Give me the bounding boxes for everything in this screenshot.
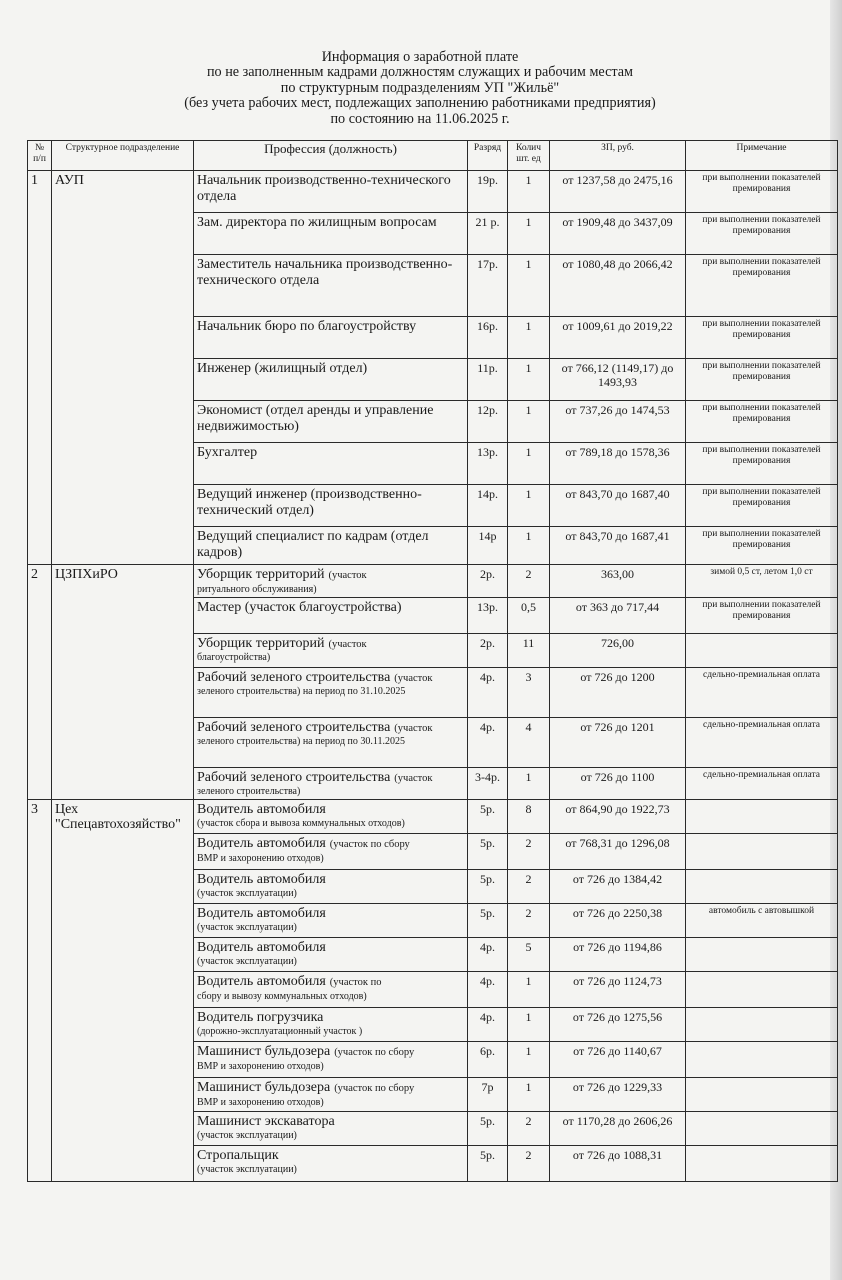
profession-cell [194,1008,468,1042]
salary-cell: от 726 до 2250,38 [550,904,686,938]
note-cell: зимой 0,5 ст, летом 1,0 ст [686,565,838,598]
profession-title: Начальник бюро по благоустройству [197,319,417,334]
salary-cell: от 1080,48 до 2066,42 [550,255,686,317]
note-cell [686,938,838,972]
grade-cell: 2р. [468,633,508,667]
grade-cell: 12р. [468,401,508,443]
quantity-cell: 2 [508,870,550,904]
quantity-cell: 2 [508,1146,550,1182]
profession-title: Водитель автомобиля [197,940,326,955]
grade-cell: 16р. [468,317,508,359]
quantity-cell: 1 [508,1078,550,1112]
quantity-cell: 1 [508,1042,550,1078]
salary-cell: от 726 до 1201 [550,717,686,767]
profession-title: Водитель автомобиля [197,872,326,887]
table-row [28,800,838,834]
profession-cell [194,171,468,213]
salary-cell: от 726 до 1194,86 [550,938,686,972]
salary-cell: от 726 до 1275,56 [550,1008,686,1042]
note-cell: сдельно-премиальная оплата [686,717,838,767]
col-header-profession: Профессия (должность) [194,141,468,171]
section-unit-name: Цех "Спецавтохозяйство" [52,800,194,1182]
salary-cell: от 726 до 1384,42 [550,870,686,904]
heading-line-3: по структурным подразделениям УП "Жильё" [280,79,560,96]
grade-cell: 14р [468,527,508,565]
heading-line-2: по не заполненным кадрами должностям служащих и рабочим местам [206,64,634,81]
profession-subtitle-inline: (участок по сбору [334,1047,415,1058]
grade-cell: 11р. [468,359,508,401]
profession-cell [194,1078,468,1112]
profession-title: Мастер (участок благоустройства) [197,599,402,615]
section-number: 1 [28,171,52,565]
profession-subtitle-inline: (участок [394,772,433,784]
profession-cell [194,213,468,255]
profession-subtitle: ВМР и захоронению отходов) [197,1096,324,1108]
profession-subtitle-inline: (участок [328,638,367,650]
quantity-cell: 3 [508,667,550,717]
profession-cell [194,938,468,972]
col-header-qty: Колич шт. ед [508,141,550,171]
salary-cell: от 768,31 до 1296,08 [550,834,686,870]
note-cell [686,1078,838,1112]
grade-cell: 4р. [468,717,508,767]
profession-title: Ведущий специалист по кадрам (отдел кадров) [197,529,429,560]
profession-subtitle-inline: (участок [394,672,433,684]
profession-cell [194,667,468,717]
col-header-grade: Разряд [468,141,508,171]
grade-cell: 5р. [468,800,508,834]
profession-subtitle: ВМР и захоронению отходов) [197,852,324,864]
grade-cell: 5р. [468,1112,508,1146]
quantity-cell: 11 [508,633,550,667]
grade-cell: 4р. [468,1008,508,1042]
salary-cell: от 843,70 до 1687,40 [550,485,686,527]
salary-cell: от 726 до 1200 [550,667,686,717]
grade-cell: 17р. [468,255,508,317]
quantity-cell: 1 [508,359,550,401]
note-cell: при выполнении показателей премирования [686,443,838,485]
note-cell: при выполнении показателей премирования [686,171,838,213]
profession-subtitle: (участок сбора и вывоза коммунальных отходов) [197,817,405,829]
profession-subtitle: сбору и вывозу коммунальных отходов) [197,990,367,1002]
note-cell: сдельно-премиальная оплата [686,667,838,717]
note-cell: при выполнении показателей премирования [686,597,838,633]
grade-cell: 5р. [468,870,508,904]
col-header-salary: ЗП, руб. [550,141,686,171]
note-cell [686,972,838,1008]
note-cell: при выполнении показателей премирования [686,317,838,359]
note-cell: при выполнении показателей премирования [686,255,838,317]
profession-cell [194,904,468,938]
profession-subtitle: (участок эксплуатации) [197,887,297,899]
grade-cell: 7р [468,1078,508,1112]
salary-cell: от 1237,58 до 2475,16 [550,171,686,213]
table-header-row [28,141,838,171]
profession-cell [194,800,468,834]
salary-cell: от 1009,61 до 2019,22 [550,317,686,359]
profession-title: Машинист бульдозера [197,1080,331,1095]
salary-cell: от 363 до 717,44 [550,597,686,633]
section-unit-name: ЦЗПХиРО [52,565,194,800]
quantity-cell: 1 [508,171,550,213]
quantity-cell: 1 [508,1008,550,1042]
profession-title: Водитель автомобиля [197,906,326,921]
profession-subtitle-inline: (участок по [329,977,382,988]
profession-subtitle: (участок эксплуатации) [197,921,297,933]
profession-subtitle: благоустройства) [197,652,271,663]
salary-cell: от 737,26 до 1474,53 [550,401,686,443]
profession-title: Машинист экскаватора [197,1114,335,1129]
note-cell: сдельно-премиальная оплата [686,767,838,800]
quantity-cell: 1 [508,213,550,255]
quantity-cell: 1 [508,485,550,527]
profession-cell [194,317,468,359]
salary-cell: 363,00 [550,565,686,598]
profession-cell [194,255,468,317]
note-cell [686,1008,838,1042]
quantity-cell: 1 [508,255,550,317]
note-cell: при выполнении показателей премирования [686,401,838,443]
profession-cell [194,1112,468,1146]
salary-cell: от 726 до 1100 [550,767,686,800]
profession-cell [194,870,468,904]
grade-cell: 2р. [468,565,508,598]
quantity-cell: 1 [508,767,550,800]
profession-subtitle: (участок эксплуатации) [197,1163,297,1175]
note-cell [686,1112,838,1146]
profession-title: Водитель погрузчика [197,1010,324,1025]
profession-subtitle: (дорожно-эксплуатационный участок ) [197,1025,363,1037]
heading-line-5: по состоянию на 11.06.2025 г. [330,110,510,127]
profession-subtitle: (участок эксплуатации) [197,1129,297,1141]
profession-title: Стропальщик [197,1148,279,1163]
profession-subtitle: зеленого строительства) на период по 31.10.2025 [197,686,406,697]
profession-cell [194,767,468,800]
profession-title: Инженер (жилищный отдел) [197,361,368,376]
heading-line-4: (без учета рабочих мест, подлежащих заполнению работниками предприятия) [184,95,656,112]
profession-subtitle-inline: (участок по сбору [329,839,410,850]
profession-subtitle: зеленого строительства) [197,786,301,797]
grade-cell: 5р. [468,1146,508,1182]
section-unit-name: АУП [52,171,194,565]
profession-cell [194,565,468,598]
quantity-cell: 1 [508,443,550,485]
profession-cell [194,717,468,767]
note-cell: при выполнении показателей премирования [686,485,838,527]
note-cell: при выполнении показателей премирования [686,213,838,255]
profession-title: Заместитель начальника производственно-технического отдела [197,257,453,288]
profession-title: Экономист (отдел аренды и управление недвижимостью) [197,403,434,434]
document-heading [20,50,820,127]
profession-cell [194,485,468,527]
profession-subtitle-inline: (участок [328,570,367,581]
profession-title: Уборщик территорий [197,567,325,582]
salary-cell: от 766,12 (1149,17) до 1493,93 [550,359,686,401]
salary-table [27,140,838,1182]
note-cell [686,633,838,667]
note-cell [686,834,838,870]
grade-cell: 4р. [468,667,508,717]
profession-cell [194,597,468,633]
profession-cell [194,401,468,443]
note-cell: автомобиль с автовышкой [686,904,838,938]
profession-title: Водитель автомобиля [197,836,326,851]
quantity-cell: 1 [508,972,550,1008]
profession-subtitle: (участок эксплуатации) [197,955,297,967]
salary-cell: от 726 до 1140,67 [550,1042,686,1078]
profession-title: Водитель автомобиля [197,974,326,989]
grade-cell: 5р. [468,904,508,938]
profession-subtitle-inline: (участок [394,722,433,734]
note-cell [686,800,838,834]
salary-cell: от 726 до 1229,33 [550,1078,686,1112]
quantity-cell: 2 [508,834,550,870]
salary-cell: от 726 до 1088,31 [550,1146,686,1182]
quantity-cell: 0,5 [508,597,550,633]
grade-cell: 5р. [468,834,508,870]
quantity-cell: 2 [508,1112,550,1146]
section-number: 2 [28,565,52,800]
profession-cell [194,1042,468,1078]
quantity-cell: 1 [508,317,550,359]
profession-title: Бухгалтер [197,445,258,460]
note-cell [686,1042,838,1078]
salary-cell: 726,00 [550,633,686,667]
salary-cell: от 789,18 до 1578,36 [550,443,686,485]
grade-cell: 6р. [468,1042,508,1078]
heading-line-1: Информация о заработной плате [321,49,519,65]
section-number: 3 [28,800,52,1182]
salary-cell: от 864,90 до 1922,73 [550,800,686,834]
col-header-num: № п/п [28,141,52,171]
quantity-cell: 1 [508,527,550,565]
col-header-note: Примечание [686,141,838,171]
note-cell [686,1146,838,1182]
profession-cell [194,834,468,870]
table-row [28,565,838,598]
grade-cell: 3-4р. [468,767,508,800]
note-cell: при выполнении показателей премирования [686,359,838,401]
profession-title: Водитель автомобиля [197,802,326,817]
grade-cell: 14р. [468,485,508,527]
profession-title: Рабочий зеленого строительства [197,719,391,735]
profession-cell [194,527,468,565]
profession-cell [194,633,468,667]
quantity-cell: 4 [508,717,550,767]
table-row [28,171,838,213]
profession-cell [194,972,468,1008]
profession-cell [194,443,468,485]
profession-title: Уборщик территорий [197,635,325,651]
quantity-cell: 2 [508,565,550,598]
salary-cell: от 726 до 1124,73 [550,972,686,1008]
profession-title: Ведущий инженер (производственно-технический отдел) [197,487,422,518]
profession-cell [194,359,468,401]
profession-subtitle-inline: (участок по сбору [334,1083,415,1094]
quantity-cell: 8 [508,800,550,834]
grade-cell: 4р. [468,938,508,972]
profession-title: Рабочий зеленого строительства [197,669,391,685]
salary-cell: от 1909,48 до 3437,09 [550,213,686,255]
salary-cell: от 1170,28 до 2606,26 [550,1112,686,1146]
grade-cell: 13р. [468,443,508,485]
quantity-cell: 2 [508,904,550,938]
profession-title: Начальник производственно-технического отдела [197,173,451,204]
quantity-cell: 1 [508,401,550,443]
note-cell: при выполнении показателей премирования [686,527,838,565]
col-header-unit: Структурное подразделение [52,141,194,171]
profession-subtitle: ВМР и захоронению отходов) [197,1060,324,1072]
profession-title: Машинист бульдозера [197,1044,331,1059]
grade-cell: 4р. [468,972,508,1008]
profession-title: Рабочий зеленого строительства [197,769,391,785]
grade-cell: 21 р. [468,213,508,255]
table-body [28,171,838,1182]
note-cell [686,870,838,904]
quantity-cell: 5 [508,938,550,972]
grade-cell: 19р. [468,171,508,213]
profession-subtitle: ритуального обслуживания) [197,583,317,595]
salary-cell: от 843,70 до 1687,41 [550,527,686,565]
grade-cell: 13р. [468,597,508,633]
profession-cell [194,1146,468,1182]
profession-title: Зам. директора по жилищным вопросам [197,215,437,230]
profession-subtitle: зеленого строительства) на период по 30.11.2025 [197,736,406,747]
